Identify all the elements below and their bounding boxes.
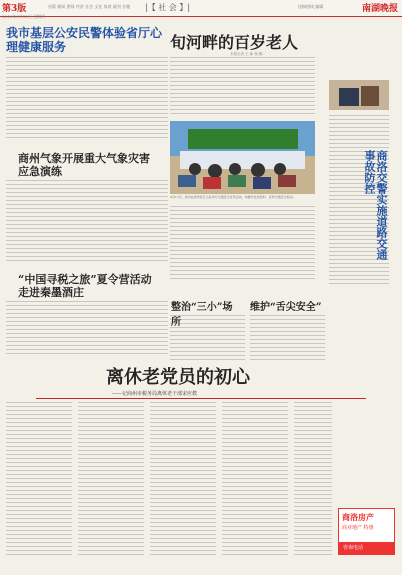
lower-separator	[36, 398, 366, 399]
article-6-subtitle: ——记商州市税务局离休老干部宋应教	[112, 391, 198, 397]
top-bar	[0, 0, 402, 17]
main-photo	[170, 121, 315, 194]
article-5-title: 维护“舌尖安全”	[250, 302, 322, 313]
article-1-title: 我市基层公安民警体验省厅心理健康服务	[6, 26, 163, 54]
main-byline: 本报记者 王 新 杨 鹏	[230, 52, 263, 56]
article-2-body	[6, 180, 168, 263]
article-4-title: 整治“三小”场所	[171, 302, 233, 328]
article-1-body	[6, 57, 168, 141]
article-5-body	[250, 315, 325, 360]
contact-line: 投稿热线 编辑	[298, 4, 324, 9]
publish-date: 2016年5月12日 星期四	[2, 14, 46, 19]
article-3-body	[6, 301, 168, 357]
article-2-title: 商州气象开展重大气象灾害应急演练	[18, 152, 150, 178]
edition-label: 第3版	[2, 4, 27, 14]
main-article-body	[170, 57, 315, 115]
brand-logo: 南湖晚报	[361, 4, 398, 14]
lower-col-5	[294, 402, 332, 557]
section-title: |【 社 会 】|	[145, 3, 191, 12]
advertisement[interactable]	[338, 508, 395, 555]
side-photo	[329, 80, 389, 110]
lower-col-1	[6, 402, 72, 557]
ad-title: 商洛房产	[342, 512, 374, 522]
main-title: 旬河畔的百岁老人	[170, 33, 299, 52]
photo-caption: 4月12日，我市在商州区红山区举行交通安全宣传活动，向群众发放资料、宣传交通安全知识。	[170, 195, 296, 199]
ad-contact: 咨询电话	[343, 545, 364, 551]
section-links: 首版 新闻 要闻 经济 社会 文化 体育 副刊 专题	[48, 4, 131, 9]
lower-col-4	[222, 402, 288, 557]
ad-subtitle: 商业地产 特惠	[342, 525, 374, 531]
lower-col-2	[78, 402, 144, 557]
lower-col-3	[150, 402, 216, 557]
article-4-body	[170, 315, 245, 360]
article-3-title: “中国寻税之旅”夏令营活动走进秦墨酒庄	[18, 273, 152, 299]
article-6-title: 离休老党员的初心	[106, 367, 250, 388]
center-bottom-body	[170, 206, 315, 280]
vertical-title: 商洛交警实施道路交通事故防控	[363, 150, 388, 260]
